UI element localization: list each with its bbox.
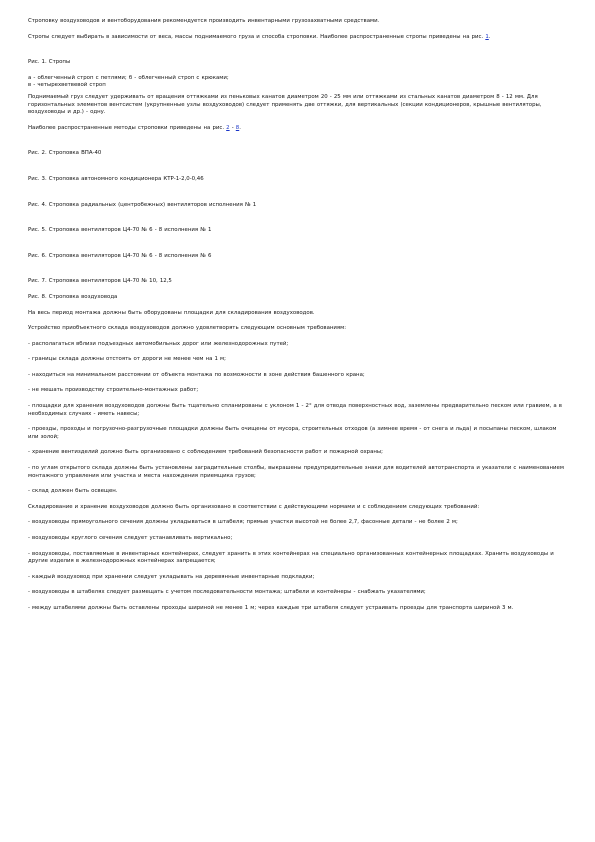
methods-text-end: . — [239, 124, 241, 131]
figure-1-caption: Рис. 1. Стропы — [28, 59, 71, 66]
storage-rules-paragraph: Складирование и хранение воздуховодов должно быть организовано в соответствии с действующими нормами и с соблюдением следующих требований: — [28, 503, 480, 510]
slings-paragraph — [28, 34, 567, 42]
storage-rule-4: - каждый воздуховод при хранении следует укладывать на деревянные инвентарные подкладки; — [28, 573, 315, 580]
figure-1-legend-a: а - облегченный строп с петлями; б - облегченный строп с крюками; — [28, 74, 229, 81]
storage-rule-6: - между штабелями должны быть оставлены проходы шириной не менее 1 м; через каждые три штабеля следует устраивать проезды для транспорта шириной 3 м. — [28, 604, 514, 611]
warehouse-requirement-2: - границы склада должны отстоять от дороги не менее чем на 1 м; — [28, 356, 226, 363]
warehouse-requirement-3: - находиться на минимальном расстоянии от объекта монтажа по возможности в зоне действия башенного крана; — [28, 371, 365, 378]
figure-2-caption: Рис. 2. Строповка ВПА-40 — [28, 150, 102, 157]
figure-5-caption: Рис. 5. Строповка вентиляторов Ц4-70 № 6 - 8 исполнения № 1 — [28, 227, 212, 234]
storage-sites-paragraph: На весь период монтажа должны быть оборудованы площадки для складирования воздуховодов. — [28, 309, 315, 316]
warehouse-requirements-paragraph: Устройство приобъектного склада воздуховодов должно удовлетворять следующим основным требованиям: — [28, 325, 347, 332]
methods-paragraph — [28, 125, 567, 133]
storage-rule-1: - воздуховоды прямоугольного сечения должны укладываться в штабеля; прямые участки высотой не более 2,7, фасонные детали - не более 2 м; — [28, 519, 458, 526]
figure-2-link[interactable]: 2 — [226, 124, 230, 131]
methods-dash: - — [229, 124, 236, 131]
figure-1-link[interactable]: 1 — [485, 33, 489, 40]
figure-7-caption: Рис. 7. Строповка вентиляторов Ц4-70 № 10, 12,5 — [28, 278, 172, 285]
figure-3-caption: Рис. 3. Строповка автономного кондиционера КТР-1-2,0-0,46 — [28, 175, 204, 182]
intro-paragraph: Строповку воздуховодов и вентоборудования рекомендуется производить инвентарными грузозахватными средствами. — [28, 18, 380, 24]
storage-rule-2: - воздуховоды круглого сечения следует устанавливать вертикально; — [28, 535, 233, 541]
warehouse-requirement-9: - склад должен быть освещен. — [28, 488, 118, 495]
methods-text: Наиболее распространенные методы строповки приведены на рис. — [28, 124, 227, 131]
guy-ropes-paragraph: Поднимаемый груз следует удерживать от вращения оттяжками из пеньковых канатов диаметром 20 - 25 мм или оттяжками из стальных канатов диаметром 8 - 12 мм. Для горизонтальных элементов вентсистем (укрупненные узлы воздуховодов) следует применять две оттяжки, для вертикальных (секции кондиционеров, крышные вентиляторы, воздуховоды и др.) - одну. — [28, 93, 542, 116]
warehouse-requirement-6: - проезды, проходы и погрузочно-разгрузочные площадки должны быть очищены от мусора, строительных отходов (а зимнее время - от снега и льда) и посыпаны песком, шлаком или золой; — [28, 426, 557, 440]
figure-6-caption: Рис. 6. Строповка вентиляторов Ц4-70 № 6 - 8 исполнения № 6 — [28, 252, 212, 259]
warehouse-requirement-5: - площадки для хранения воздуховодов должны быть тщательно спланированы с уклоном 1 - 2° для отвода поверхностных вод, заземлены предварительно песком или гравием, а в необходимых случаях - иметь навесы; — [28, 403, 562, 417]
slings-text-end: . — [488, 33, 491, 40]
figure-4-caption: Рис. 4. Строповка радиальных (центробежных) вентиляторов исполнения № 1 — [28, 201, 257, 208]
warehouse-requirement-4: - не мешать производству строительно-монтажных работ; — [28, 387, 199, 394]
figure-1-legend-b: в - четырехветвевой строп — [28, 82, 106, 89]
storage-rule-3: - воздуховоды, поставляемые в инвентарных контейнерах, следует хранить в этих контейнерах на специально организованных контейнерных площадках. Хранить воздуховоды и другие изделия в железнодорожных контейнерах запрещается; — [28, 550, 554, 565]
slings-text: Стропы следует выбирать в зависимости от веса, массы поднимаемого груза и способа строповки. Наиболее распространенные стропы приведены на рис. — [28, 33, 486, 40]
warehouse-requirement-7: - хранение вентизделий должно быть организовано с соблюдением требований безопасности работ и пожарной охраны; — [28, 449, 384, 456]
warehouse-requirement-1: - располагаться вблизи подъездных автомобильных дорог или железнодорожных путей; — [28, 340, 289, 347]
figure-8-caption: Рис. 8. Строповка воздуховода — [28, 293, 118, 300]
warehouse-requirement-8: - по углам открытого склада должны быть установлены заградительные столбы, выкрашены предупредительные знаки для водителей автотранспорта и указатели с наименованием монтажного управления или участка и места нахождения приемщика грузов; — [28, 465, 564, 479]
storage-rule-5: - воздуховоды в штабелях следует размещать с учетом последовательности монтажа; штабели и контейнеры - снабжать указателями; — [28, 589, 426, 596]
figure-8-link[interactable]: 8 — [235, 124, 240, 131]
